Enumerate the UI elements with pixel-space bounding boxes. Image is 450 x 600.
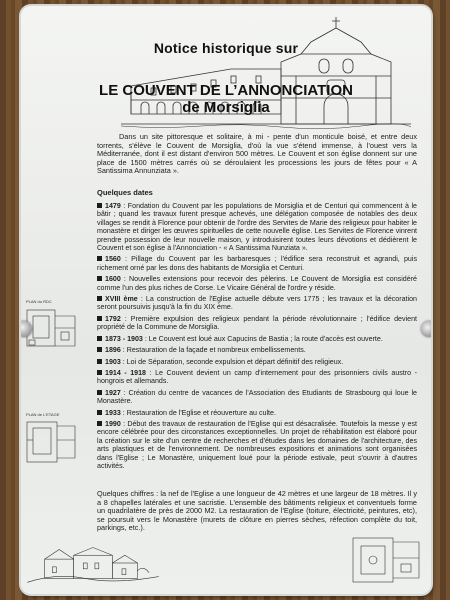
event-text: : Restauration de la façade et nombreux embellissements. [120,346,306,355]
event-item [97,389,417,406]
events-list [97,202,417,473]
event-text: : Fondation du Couvent par les populations de Morsiglia et de Centuri qui commencent à le bâtir ; quand les travaux furent presque achevés, une délégation composée de notables des deux villages se rendit à Florence pour obtenir de l'ordre des Servites de Marie des religieux pour habiter le monastère et diriger les œuvres spirituelles de cette nouvelle église. Les Servites de Florence vinrent prendre possession de leur nouvelle maison, y introduisirent toutes leurs dévotions et dédièrent le Couvent et son église à l'Annonciation - « A Santissima Nunziata ». [97,202,417,253]
event-date: 1903 [105,357,121,366]
notice-heading: Notice historique sur [153,40,299,56]
bullet-icon [97,203,102,208]
event-text: : Début des travaux de restauration de l'Eglise qui est désacralisée. Toutefois la messe y est encore célébrée pour des circonstances exceptionnelles. Un projet de réhabilitation est élaboré pour la création sur le site d'un centre de recherches et d'études dans les domaines de l'architecture, des arts plastiques et de l'environnement. De nombreuses expositions et animations sont organisées dans l'Eglise ; Le Monastère, uniquement loué pour la période estivale, peut s'ouvrir à d'autres activités. [97,419,417,470]
event-text: : Le Couvent est loué aux Capucins de Bastia ; la route d'accès est ouverte. [142,334,383,343]
event-date: 1479 [105,202,121,210]
bullet-icon [97,296,102,301]
dates-heading: Quelques dates [97,188,153,197]
event-text: : Nouvelles extensions pour recevoir des pèlerins. Le Couvent de Morsiglia est considéré comme l'un des plus riches de Corse. Le Vicaire Général de l'ordre y réside. [97,275,417,292]
event-date: 1600 [105,275,121,284]
church-drawing [111,14,421,139]
event-item [97,335,417,343]
event-date: XVIII ème [105,295,138,304]
bullet-icon [97,336,102,341]
event-text: : Première expulsion des religieux pendant la période révolutionnaire ; l'édifice devient propriété de la Commune de Morsiglia. [97,314,417,332]
event-item [97,255,417,272]
event-item [97,369,417,386]
event-item [97,346,417,354]
event-text: : Pillage du Couvent par les barbaresques ; l'édifice sera reconstruit et agrandi, puis richement orné par les dons des habitants de Morsiglia et Centuri. [97,255,417,272]
event-item [97,420,417,470]
bullet-icon [97,316,102,321]
event-text: : Restauration de l'Eglise et réouverture au culte. [120,408,276,417]
bullet-icon [97,347,102,352]
event-item [97,202,417,252]
notice-board [21,6,431,594]
event-date: 1990 [105,419,121,428]
figures-paragraph: Quelques chiffres : la nef de l'Eglise a une longueur de 42 mètres et une largeur de 18 mètres. Il y a 8 chapelles latérales et une sacristie. L'ensemble des bâtiments religieux et conventuels forme un quadrilatère de près de 2000 M2. La restauration de l'Eglise (toiture, électricité, peintures, etc), se poursuit vers le Monastère (murets de clôture en pierres sèches, réfection complète du toit, parkings, etc.). [97,489,417,532]
convent-sketch [23,534,163,592]
event-text: : Loi de Séparation, seconde expulsion et départ définitif des religieux. [120,357,344,366]
event-date: 1896 [105,346,121,355]
event-date: 1914 - 1918 [105,368,147,377]
intro-paragraph: Dans un site pittoresque et solitaire, à mi - pente d'un monticule boisé, et entre deux torrents, s'élève le Couvent de Morsiglia, d'où la vue s'étend immense, à l'ouest vers la Méditerranée, dont il est distant d'environ 500 mètres. Le Couvent et son église donnent sur une place de 1500 mètres carrés où se déroulaient les processions les jours de fêtes pour « A Santissima Annunziata ». [97,132,417,175]
notice-title-line1: LE COUVENT DE L’ANNONCIATION [99,82,353,99]
event-item [97,358,417,366]
event-text: : La construction de l'Eglise actuelle débute vers 1775 ; les travaux et la décoration seront poursuivis jusqu'à la fin du XIX ème. [97,295,417,312]
bullet-icon [97,370,102,375]
event-date: 1927 [105,388,121,397]
ground-plan-label: PLAN du RDC [26,299,52,304]
bullet-icon [97,410,102,415]
bullet-icon [97,390,102,395]
upper-plan-label: PLAN de L'ETAGE [26,412,60,417]
site-plan [347,530,427,590]
event-text: : Création du centre de vacances de l'Association des Etudiants de Strasbourg qui loue le Monastère. [97,388,417,406]
event-date: 1560 [105,255,121,264]
bullet-icon [97,276,102,281]
bullet-icon [97,421,102,426]
notice-title-line2: de Morsiglia [182,99,270,116]
event-date: 1873 - 1903 [105,334,143,343]
event-item [97,295,417,312]
bullet-icon [97,256,102,261]
event-item [97,275,417,292]
upper-floor-plan [23,410,83,470]
event-item [97,315,417,332]
event-item [97,409,417,417]
ground-floor-plan [23,296,83,356]
screw-right [421,321,431,337]
notice-title [21,82,431,116]
event-date: 1933 [105,408,121,417]
event-date: 1792 [105,314,121,323]
bullet-icon [97,359,102,364]
event-text: : Le Couvent devient un camp d'internement pour des prisonniers civils austro - hongrois et allemands. [97,368,417,386]
